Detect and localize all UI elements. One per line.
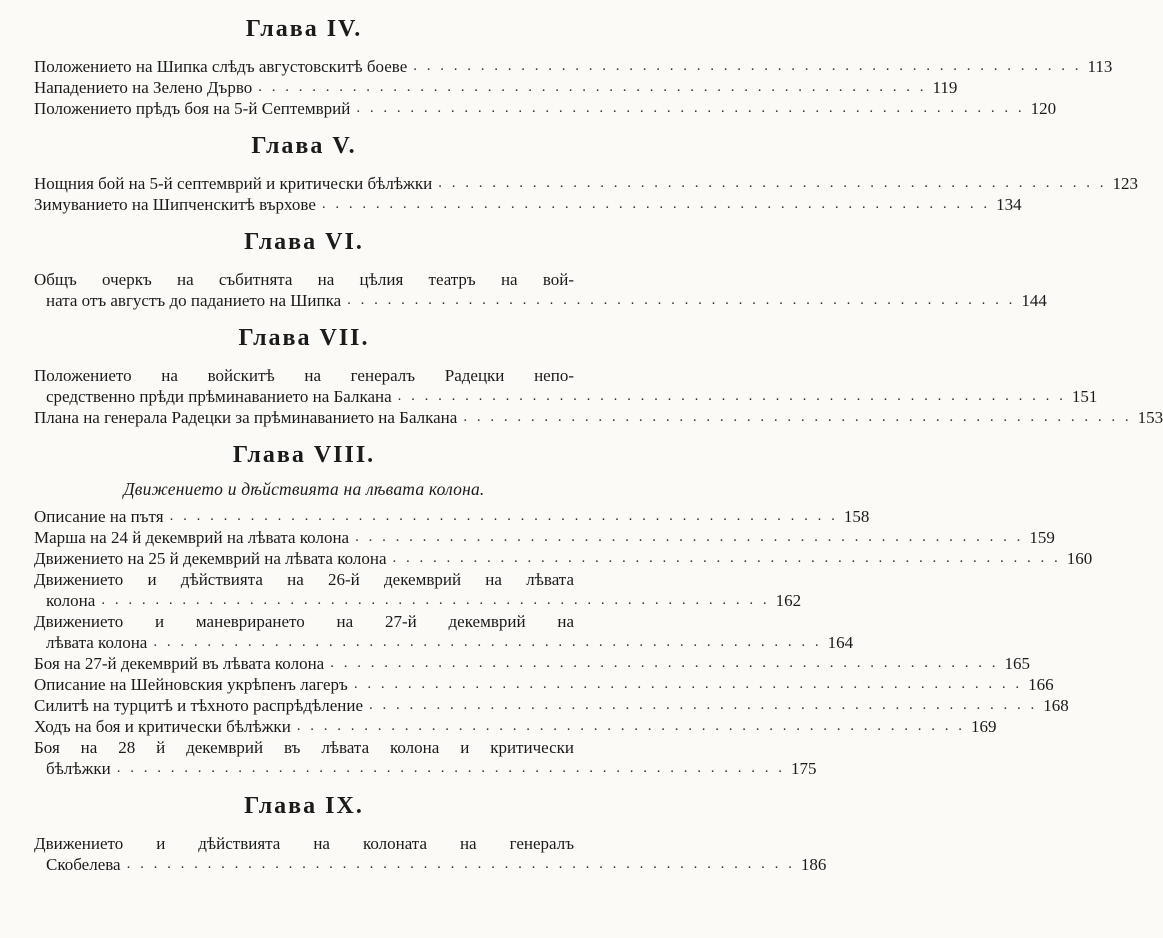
toc-entry-text: бѣлѣжки (46, 759, 111, 778)
toc-entry-text: Описание на пътя (34, 507, 164, 526)
toc-entry[interactable] (34, 194, 1022, 215)
page-number: 168 (1043, 696, 1069, 715)
chapter-title: Глава VII. (238, 325, 370, 351)
chapter-subtitle: Движението и дѣйствията на лѣвата колона. (123, 479, 485, 499)
page-number: 134 (996, 195, 1022, 214)
toc-entry-text: Плана на генерала Радецки за прѣминаванието на Балкана (34, 408, 458, 427)
toc-entry-text: колона (46, 591, 96, 610)
page-number: 165 (1004, 654, 1030, 673)
page-number: 153 (1137, 408, 1163, 427)
chapter-title: Глава IV. (245, 16, 363, 42)
toc-entry-text: Положението на войскитѣ на генералъ Радецки непо- (34, 366, 574, 385)
dot-leader: . . . . . . . . . . . . . . . . . . . . . . . . . . . . . . . . . . . . . . . . . . . . . . . . . . (463, 409, 1132, 425)
toc-entry-text: Нощния бой на 5-й септемврий и критически бѣлѣжки (34, 174, 433, 193)
toc-entry[interactable] (34, 527, 1055, 548)
toc-entry-text: Положението прѣдъ боя на 5-й Септемврий (34, 99, 351, 118)
toc-entry-text: Силитѣ на турцитѣ и тѣхното распрѣдѣление (34, 696, 364, 715)
page-number: 120 (1030, 99, 1057, 118)
page-number: 151 (1071, 387, 1098, 406)
toc-entry[interactable] (34, 674, 1054, 695)
dot-leader: . . . . . . . . . . . . . . . . . . . . . . . . . . . . . . . . . . . . . . . . . . . . . . . . . . (413, 58, 1082, 74)
page-number: 113 (1087, 57, 1113, 76)
toc-entry-text: Скобелева (46, 855, 121, 874)
toc-entry[interactable] (34, 506, 870, 527)
page-number: 169 (971, 717, 997, 736)
toc-entry[interactable] (34, 269, 1047, 311)
toc-entry-text: Движението и дѣйствията на 26-й декемврий на лѣвата (34, 570, 574, 589)
toc-entry[interactable] (34, 653, 1030, 674)
toc-entry[interactable] (34, 737, 817, 779)
dot-leader: . . . . . . . . . . . . . . . . . . . . . . . . . . . . . . . . . . . . . . . . . . . . . . . . . . (355, 529, 1024, 545)
toc-entry[interactable] (34, 548, 1093, 569)
toc-entry[interactable] (34, 569, 802, 611)
toc-entry-text: Зимуванието на Шипченскитѣ върхове (34, 195, 316, 214)
toc-entry-text: Описание на Шейновския укрѣпенъ лагеръ (34, 675, 348, 694)
dot-leader: . . . . . . . . . . . . . . . . . . . . . . . . . . . . . . . . . . . . . . . . . . . . . . . . . . (126, 856, 795, 872)
toc-entry-text: Движението на 25 й декемврий на лѣвата колона (34, 549, 387, 568)
toc-entry[interactable] (34, 716, 997, 737)
toc-entry-text: Боя на 27-й декемврий въ лѣвата колона (34, 654, 325, 673)
chapter-section (34, 131, 1138, 215)
page-number: 158 (843, 507, 870, 526)
page-number: 119 (932, 78, 958, 97)
toc-entry-text: лѣвата колона (46, 633, 148, 652)
chapter-title: Глава IX. (244, 793, 364, 819)
toc-entry[interactable] (34, 695, 1069, 716)
dot-leader: . . . . . . . . . . . . . . . . . . . . . . . . . . . . . . . . . . . . . . . . . . . . . . . . . . (392, 550, 1061, 566)
toc-entry-text: Положението на Шипка слѣдъ августовскитѣ боеве (34, 57, 408, 76)
dot-leader: . . . . . . . . . . . . . . . . . . . . . . . . . . . . . . . . . . . . . . . . . . . . . . . . . . (353, 676, 1023, 692)
toc-entry[interactable] (34, 98, 1057, 119)
page-number: 175 (790, 759, 817, 778)
toc-entry[interactable] (34, 77, 958, 98)
page-number: 123 (1112, 174, 1138, 193)
toc-entry-text: средственно прѣди прѣминаванието на Балкана (46, 387, 392, 406)
toc-entry-text: Общъ очеркъ на събитнята на цѣлия театръ на вой- (34, 270, 574, 289)
toc-entry[interactable] (34, 365, 1098, 407)
chapter-title: Глава V. (251, 133, 357, 159)
toc-entry-text: Движението и маневрирането на 27-й декемврий на (34, 612, 574, 631)
dot-leader: . . . . . . . . . . . . . . . . . . . . . . . . . . . . . . . . . . . . . . . . . . . . . . . . . . (116, 760, 785, 776)
dot-leader: . . . . . . . . . . . . . . . . . . . . . . . . . . . . . . . . . . . . . . . . . . . . . . . . . . (258, 79, 927, 95)
toc-entry[interactable] (34, 56, 1113, 77)
toc-entry-text: Движението и дѣйствията на колоната на генералъ (34, 834, 574, 853)
toc-entry-text: ната отъ августъ до паданието на Шипка (46, 291, 342, 310)
dot-leader: . . . . . . . . . . . . . . . . . . . . . . . . . . . . . . . . . . . . . . . . . . . . . . . . . . (356, 100, 1025, 116)
page-number: 144 (1021, 291, 1047, 310)
dot-leader: . . . . . . . . . . . . . . . . . . . . . . . . . . . . . . . . . . . . . . . . . . . . . . . . . . (169, 508, 838, 524)
page-number: 162 (775, 591, 802, 610)
chapter-section (34, 323, 1163, 428)
toc-entry-text: Ходъ на боя и критически бѣлѣжки (34, 717, 291, 736)
toc-entry[interactable] (34, 611, 854, 653)
chapter-section (34, 14, 1113, 119)
dot-leader: . . . . . . . . . . . . . . . . . . . . . . . . . . . . . . . . . . . . . . . . . . . . . . . . . . (101, 592, 770, 608)
dot-leader: . . . . . . . . . . . . . . . . . . . . . . . . . . . . . . . . . . . . . . . . . . . . . . . . . . (153, 634, 822, 650)
toc-entry[interactable] (34, 173, 1138, 194)
chapter-section (34, 791, 827, 875)
chapter-section (34, 440, 1093, 779)
chapter-title: Глава VI. (244, 229, 364, 255)
toc-entry[interactable] (34, 407, 1163, 428)
dot-leader: . . . . . . . . . . . . . . . . . . . . . . . . . . . . . . . . . . . . . . . . . . . . . . . . . . (330, 655, 999, 671)
chapter-section (34, 227, 1047, 311)
dot-leader: . . . . . . . . . . . . . . . . . . . . . . . . . . . . . . . . . . . . . . . . . . . . . . . . . . (397, 388, 1066, 404)
page-number: 166 (1028, 675, 1054, 694)
dot-leader: . . . . . . . . . . . . . . . . . . . . . . . . . . . . . . . . . . . . . . . . . . . . . . . . . . (438, 175, 1107, 191)
dot-leader: . . . . . . . . . . . . . . . . . . . . . . . . . . . . . . . . . . . . . . . . . . . . . . . . . . (369, 697, 1038, 713)
page-number: 159 (1029, 528, 1055, 547)
page-number: 186 (800, 855, 827, 874)
toc-entry-text: Марша на 24 й декемврий на лѣвата колона (34, 528, 350, 547)
page-number: 160 (1066, 549, 1093, 568)
chapter-title: Глава VIII. (232, 442, 376, 468)
toc-entry[interactable] (34, 833, 827, 875)
toc-entry-text: Боя на 28 й декемврий въ лѣвата колона и критически (34, 738, 574, 757)
toc-entry-text: Нападението на Зелено Дърво (34, 78, 253, 97)
page-number: 164 (827, 633, 854, 652)
dot-leader: . . . . . . . . . . . . . . . . . . . . . . . . . . . . . . . . . . . . . . . . . . . . . . . . . . (321, 196, 991, 212)
dot-leader: . . . . . . . . . . . . . . . . . . . . . . . . . . . . . . . . . . . . . . . . . . . . . . . . . . (347, 292, 1016, 308)
dot-leader: . . . . . . . . . . . . . . . . . . . . . . . . . . . . . . . . . . . . . . . . . . . . . . . . . . (296, 718, 966, 734)
